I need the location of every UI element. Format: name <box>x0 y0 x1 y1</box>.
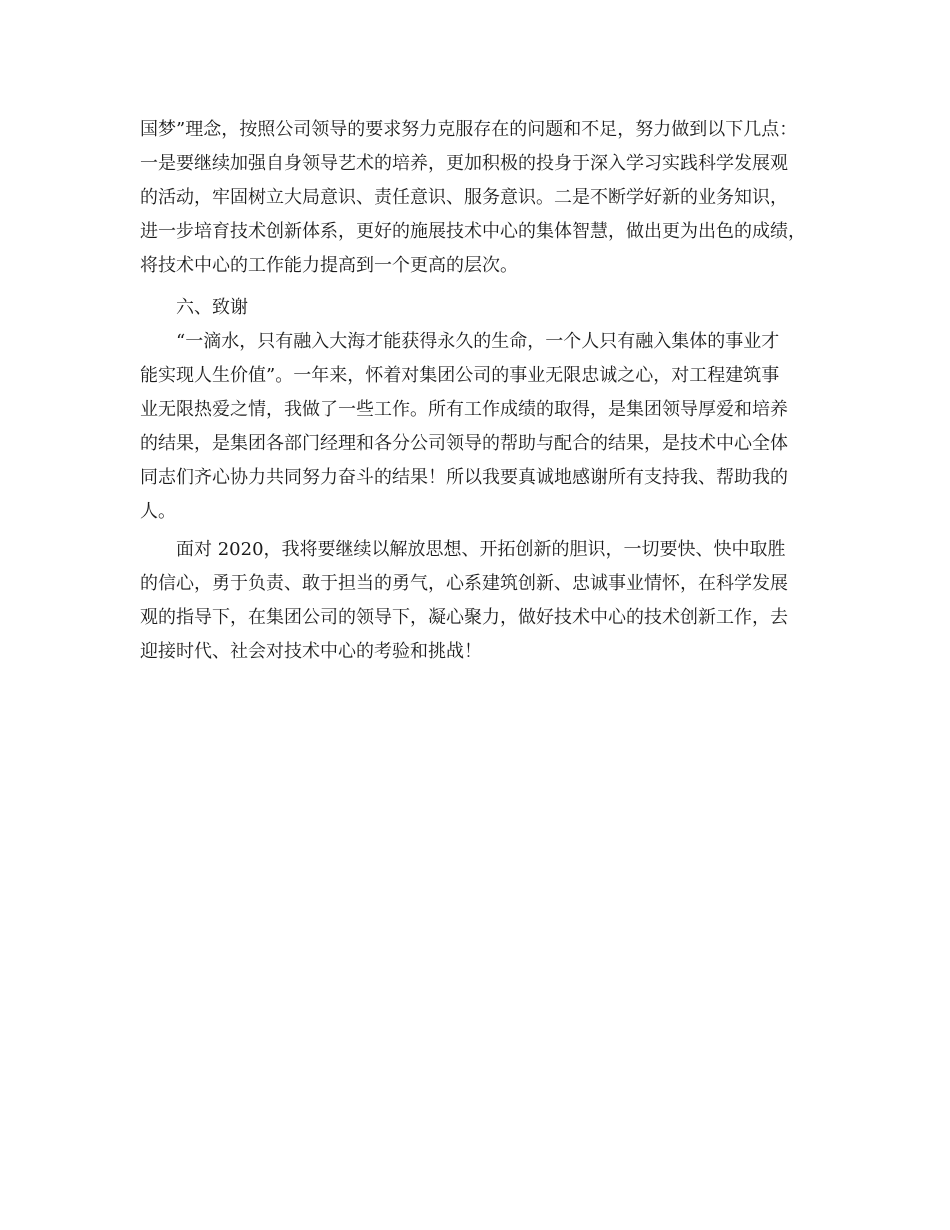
text-line: 国梦”理念，按照公司领导的要求努力克服存在的问题和不足，努力做到以下几点： <box>140 119 798 140</box>
text-line: “一滴水，只有融入大海才能获得永久的生命，一个人只有融入集体的事业才 <box>176 331 780 352</box>
text-line: 同志们齐心协力共同努力奋斗的结果！所以我要真诚地感谢所有支持我、帮助我的 <box>140 467 788 488</box>
text-line: 迎接时代、社会对技术中心的考验和挑战！ <box>140 641 482 662</box>
text-line: 人。 <box>140 501 176 522</box>
text-line: 进一步培育技术创新体系，更好的施展技术中心的集体智慧，做出更为出色的成绩， <box>140 221 806 242</box>
section-heading: 六、致谢 <box>176 297 248 318</box>
text-line: 的活动，牢固树立大局意识、责任意识、服务意识。二是不断学好新的业务知识， <box>140 187 788 208</box>
text-line: 的结果，是集团各部门经理和各分公司领导的帮助与配合的结果，是技术中心全体 <box>140 433 788 454</box>
text-line: 业无限热爱之情，我做了一些工作。所有工作成绩的取得，是集团领导厚爱和培养 <box>140 399 788 420</box>
text-line: 能实现人生价值”。一年来，怀着对集团公司的事业无限忠诚之心，对工程建筑事 <box>140 365 780 386</box>
text-line: 一是要继续加强自身领导艺术的培养，更加积极的投身于深入学习实践科学发展观 <box>140 153 788 174</box>
text-line: 将技术中心的工作能力提高到一个更高的层次。 <box>140 255 518 276</box>
text-line: 的信心，勇于负责、敢于担当的勇气，心系建筑创新、忠诚事业情怀，在科学发展 <box>140 573 788 594</box>
text-line: 面对 2020，我将要继续以解放思想、开拓创新的胆识，一切要快、快中取胜 <box>176 539 786 560</box>
text-line: 观的指导下，在集团公司的领导下，凝心聚力，做好技术中心的技术创新工作，去 <box>140 607 788 628</box>
